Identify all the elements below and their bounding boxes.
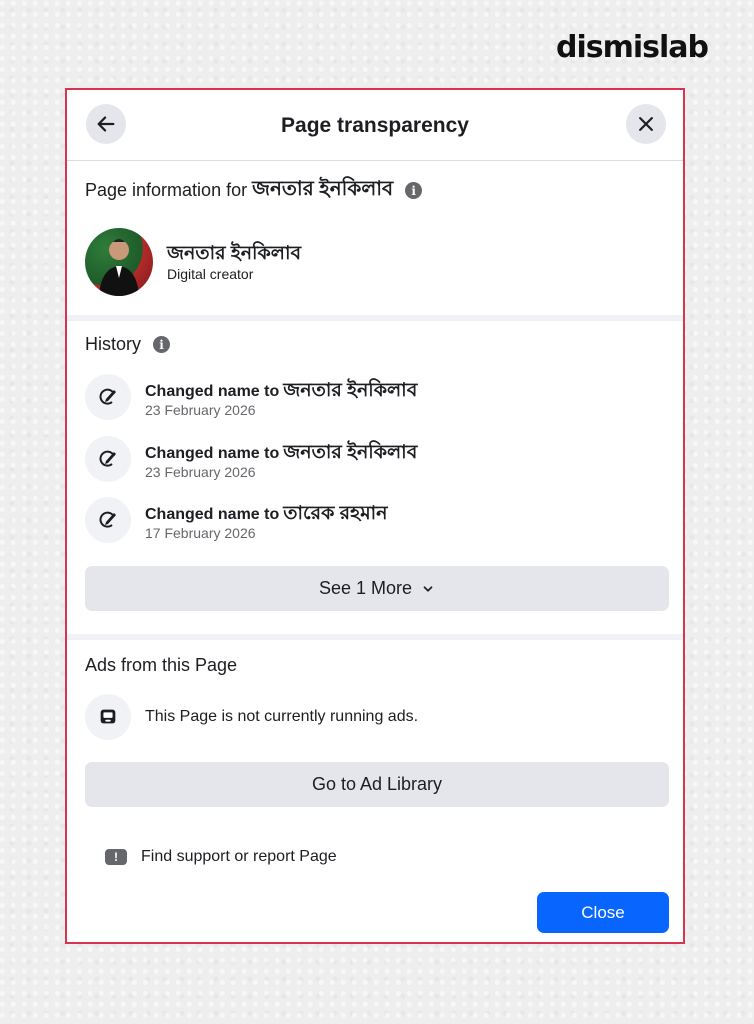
avatar-image [85, 228, 153, 296]
history-heading-label: History [85, 334, 142, 354]
ad-library-button[interactable] [85, 762, 669, 807]
name-change-icon [85, 436, 131, 482]
info-icon[interactable]: i [405, 182, 422, 199]
ads-status-row [85, 694, 645, 740]
history-item [85, 436, 645, 486]
info-icon[interactable]: i [153, 336, 170, 353]
history-item-name: জনতার ইনকিলাব [283, 442, 418, 463]
history-item [85, 497, 645, 547]
support-label: Find support or report Page [141, 848, 337, 865]
page-info-heading [85, 174, 422, 207]
history-heading [85, 334, 170, 355]
support-link[interactable] [105, 848, 337, 866]
section-divider [67, 315, 683, 321]
close-button-label: Close [581, 902, 625, 922]
history-item-name: জনতার ইনকিলাব [283, 380, 418, 401]
profile-name[interactable]: জনতার ইনকিলাব [167, 243, 302, 264]
page-info-heading-label: Page information for [85, 180, 248, 200]
history-item-prefix: Changed name to [145, 445, 280, 462]
ads-heading [85, 655, 237, 676]
name-change-icon [85, 374, 131, 420]
page-transparency-dialog [65, 88, 685, 944]
report-icon: ! [105, 849, 127, 865]
history-item [85, 374, 645, 424]
dismislab-logo: dismislab [556, 30, 709, 65]
avatar[interactable] [85, 228, 153, 296]
close-icon-button[interactable] [626, 104, 666, 144]
history-item-date: 23 February 2026 [145, 464, 256, 480]
see-more-label: See 1 More [318, 578, 413, 598]
ad-library-label: Go to Ad Library [311, 774, 443, 794]
ads-status-text: This Page is not currently running ads. [145, 708, 419, 725]
name-change-icon [85, 497, 131, 543]
close-button[interactable] [537, 892, 669, 933]
ads-device-icon [85, 694, 131, 740]
dialog-title: Page transparency [281, 114, 469, 137]
history-item-prefix: Changed name to [145, 506, 280, 523]
dialog-header [67, 90, 683, 161]
ads-heading-label: Ads from this Page [85, 655, 238, 675]
profile-category: Digital creator [167, 266, 254, 282]
close-icon [636, 114, 656, 134]
history-item-prefix: Changed name to [145, 383, 280, 400]
history-item-date: 17 February 2026 [145, 525, 256, 541]
see-more-button[interactable] [85, 566, 669, 611]
history-item-name: তারেক রহমান [283, 503, 388, 524]
chevron-down-icon [421, 582, 435, 596]
section-divider [67, 634, 683, 640]
history-item-date: 23 February 2026 [145, 402, 256, 418]
page-info-heading-name: জনতার ইনকিলাব [252, 178, 394, 200]
